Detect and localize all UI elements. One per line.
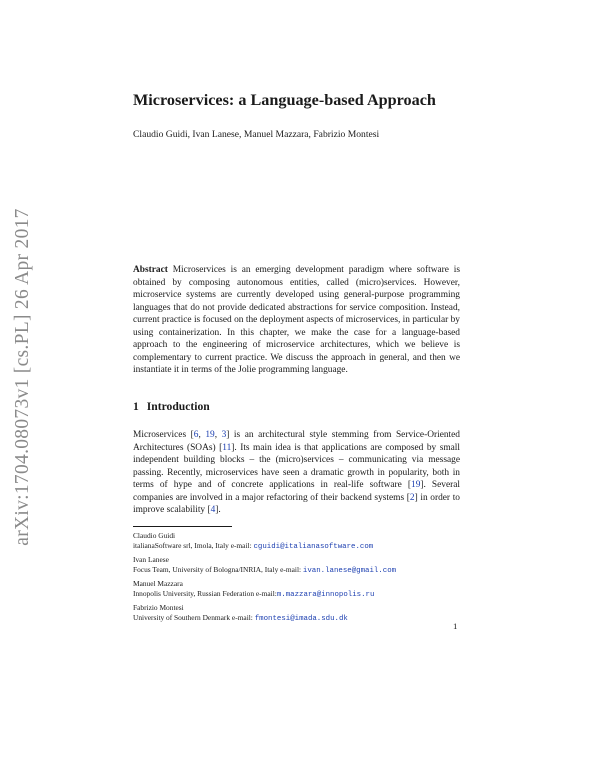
intro-text: ]. Several companies are involved in a major refactoring of their backend systems [ [133,480,461,503]
footnote-name: Fabrizio Montesi [133,603,184,612]
section-number: 1 [133,400,139,413]
citation-link[interactable]: 4 [210,505,216,515]
footnote-author-2 [133,555,463,576]
page-number: 1 [453,621,458,631]
citation-link[interactable]: 3 [221,430,227,440]
footnote-name: Claudio Guidi [133,531,176,540]
footnote-name: Manuel Mazzara [133,579,183,588]
footnote-author-4 [133,603,463,624]
citation-link[interactable]: 2 [409,492,415,503]
intro-text: ]. Its main idea is that applications are composed by small independent building blocks – the (micro)services – communicating via message passing. Recently, microservices have seen a dramatic growth in popularity, both in terms of hype and of concrete applications in real-life software [ [133,442,460,490]
intro-text: Microservices [ [133,430,194,440]
paper-title: Microservices: a Language-based Approach [133,91,436,109]
intro-text: , [214,430,222,440]
intro-text: , [198,430,206,440]
arxiv-identifier-text: arXiv:1704.08073v1 [cs.PL] 26 Apr 2017 [12,208,33,546]
email-link[interactable]: fmontesi@imada.sdu.dk [254,615,348,623]
citation-link[interactable]: 19 [205,430,215,440]
abstract-text: Microservices is an emerging development paradigm where software is obtained by composing autonomous entities, called (micro)services. However, microservice systems are currently developed using general-purpose programming languages that do not provide dedicated abstractions for service composition. Instead, current practice is focused on the deployment aspects of microservices, in particular by using containerization. In this chapter, we make the case for a language-based approach to the engineering of microservice architectures, which we believe is complementary to current practice. We discuss the approach in general, and then we instantiate it in terms of the Jolie programming language. [133,265,461,375]
abstract [133,264,460,377]
footnote-divider [133,526,232,527]
arxiv-identifier-stamp [10,187,36,567]
section-heading [133,400,210,413]
abstract-label: Abstract [133,265,168,275]
footnote-affiliation: Innopolis University, Russian Federation e-mail: [133,589,277,598]
intro-paragraph [133,429,460,517]
email-link[interactable]: cguidi@italianasoftware.com [253,543,374,551]
footnote-affiliation: italianaSoftware srl, Imola, Italy e-mail: [133,541,254,550]
footnote-name: Ivan Lanese [133,555,169,564]
email-link[interactable]: ivan.lanese@gmail.com [302,567,397,575]
intro-text: ] in order to improve scalability [ [133,492,460,515]
citation-link[interactable]: 19 [411,480,421,490]
footnote-affiliation: Focus Team, University of Bologna/INRIA, Italy e-mail: [133,565,303,574]
citation-link[interactable]: 6 [193,430,199,440]
author-list: Claudio Guidi, Ivan Lanese, Manuel Mazzara, Fabrizio Montesi [133,129,380,140]
footnote-affiliation: University of Southern Denmark e-mail: [133,613,255,622]
intro-text: ] is an architectural style stemming from Service-Oriented Architectures (SOAs) [ [133,430,460,453]
email-link[interactable]: m.mazzara@innopolis.ru [276,591,375,599]
footnote-author-3 [133,579,463,600]
citation-link[interactable]: 11 [222,442,232,453]
footnote-author-1 [133,531,463,552]
section-title: Introduction [146,400,210,413]
intro-text: ]. [215,505,221,515]
